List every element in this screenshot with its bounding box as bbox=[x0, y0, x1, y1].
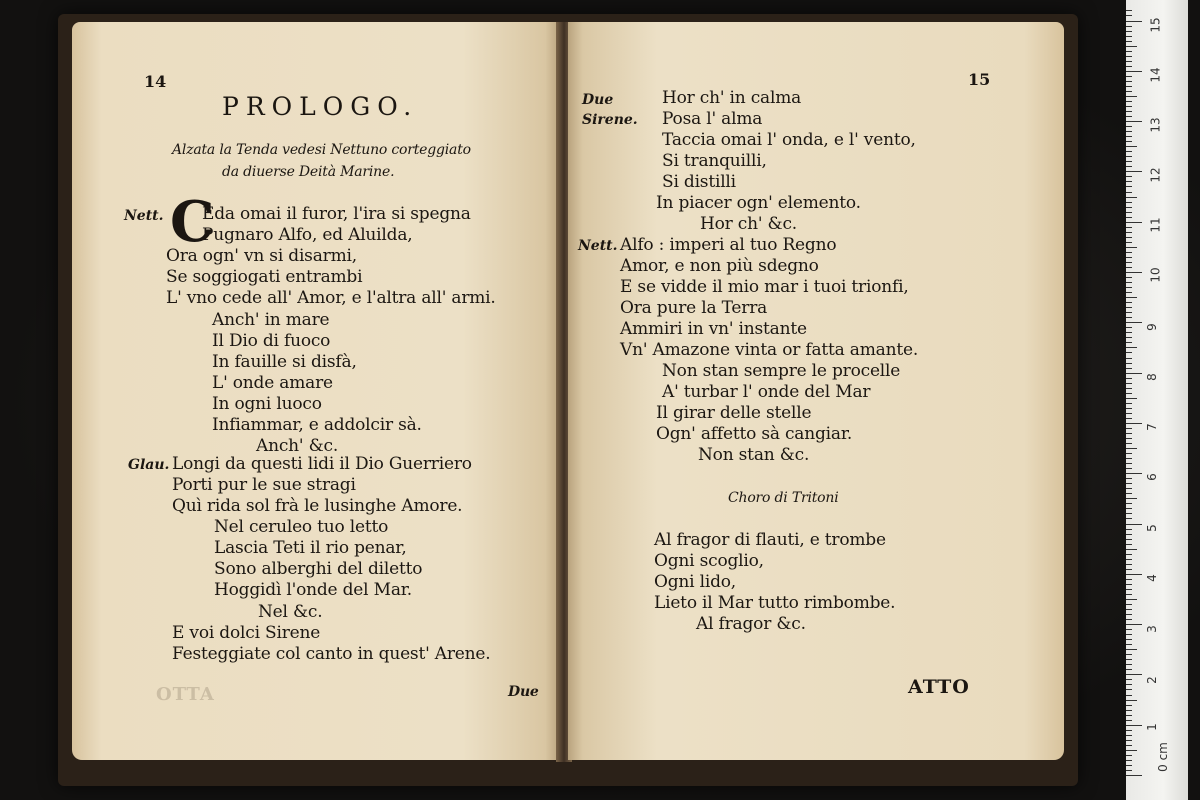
ruler-tick bbox=[1126, 46, 1137, 47]
ruler-tick bbox=[1126, 453, 1132, 454]
ruler-tick bbox=[1126, 317, 1132, 318]
speaker-label: Nett. bbox=[124, 208, 164, 224]
verse-line: Festeggiate col canto in quest' Arene. bbox=[172, 644, 491, 664]
ruler-tick bbox=[1126, 166, 1132, 167]
chorus-line: Al fragor &c. bbox=[696, 614, 806, 634]
ruler-tick bbox=[1126, 96, 1137, 97]
ruler-tick bbox=[1126, 524, 1142, 525]
verse-line: Si distilli bbox=[662, 172, 736, 192]
ruler-tick bbox=[1126, 287, 1132, 288]
ruler-tick bbox=[1126, 745, 1132, 746]
ruler-tick bbox=[1126, 770, 1132, 771]
ruler-tick bbox=[1126, 448, 1137, 449]
verse-line: Se soggiogati entrambi bbox=[166, 267, 363, 287]
verse-line: Porti pur le sue stragi bbox=[172, 475, 356, 495]
ruler-tick bbox=[1126, 56, 1132, 57]
ruler-tick bbox=[1126, 503, 1132, 504]
ruler-label: 0 cm bbox=[1155, 742, 1170, 772]
ruler-tick bbox=[1126, 684, 1132, 685]
ruler-label: 13 bbox=[1148, 117, 1163, 133]
verse-line: Ammiri in vn' instante bbox=[620, 319, 807, 339]
verse-line: Hor ch' &c. bbox=[700, 214, 797, 234]
ruler-tick bbox=[1126, 513, 1132, 514]
ruler-tick bbox=[1126, 710, 1132, 711]
ruler-tick bbox=[1126, 554, 1132, 555]
ruler-tick bbox=[1126, 624, 1142, 625]
verse-line: Longi da questi lidi il Dio Guerriero bbox=[172, 454, 472, 474]
speaker-label: Glau. bbox=[128, 457, 170, 473]
ruler-tick bbox=[1126, 599, 1137, 600]
ruler-tick bbox=[1126, 735, 1132, 736]
page-number: 14 bbox=[144, 72, 167, 91]
ruler-tick bbox=[1126, 26, 1132, 27]
ruler-tick bbox=[1126, 71, 1142, 72]
ruler-tick bbox=[1126, 418, 1132, 419]
ruler-tick bbox=[1126, 659, 1132, 660]
ruler-tick bbox=[1126, 232, 1132, 233]
ruler-label: 15 bbox=[1148, 17, 1163, 33]
ruler-tick bbox=[1126, 383, 1132, 384]
ruler-tick bbox=[1126, 564, 1132, 565]
verse-line: Il girar delle stelle bbox=[656, 403, 812, 423]
verse-line: Posa l' alma bbox=[662, 109, 763, 129]
ruler-tick bbox=[1126, 614, 1132, 615]
ruler-tick bbox=[1126, 574, 1142, 575]
ruler-tick bbox=[1126, 181, 1132, 182]
ruler-label: 10 bbox=[1148, 267, 1163, 283]
ruler-tick bbox=[1126, 192, 1132, 193]
verse-line: Ogn' affetto sà cangiar. bbox=[656, 424, 853, 444]
ruler-tick bbox=[1126, 31, 1132, 32]
speaker-label: Due bbox=[582, 92, 614, 108]
ruler-tick bbox=[1126, 534, 1132, 535]
ruler-tick bbox=[1126, 186, 1132, 187]
verse-line: In ogni luoco bbox=[212, 394, 322, 414]
ruler-tick bbox=[1126, 156, 1132, 157]
ruler-tick bbox=[1126, 10, 1132, 11]
page-title: PROLOGO. bbox=[222, 92, 419, 121]
ruler-tick bbox=[1126, 91, 1132, 92]
ruler-tick bbox=[1126, 41, 1132, 42]
ruler-tick bbox=[1126, 408, 1132, 409]
ruler-tick bbox=[1126, 237, 1132, 238]
ruler-tick bbox=[1126, 775, 1142, 776]
ruler-tick bbox=[1126, 282, 1132, 283]
page-number: 15 bbox=[968, 70, 991, 89]
ruler-tick bbox=[1126, 689, 1132, 690]
ruler-tick bbox=[1126, 589, 1132, 590]
verse-line: Non stan sempre le procelle bbox=[662, 361, 901, 381]
ruler-tick bbox=[1126, 76, 1132, 77]
verse-line: Quì rida sol frà le lusinghe Amore. bbox=[172, 496, 463, 516]
ruler-tick bbox=[1126, 468, 1132, 469]
chorus-heading: Choro di Tritoni bbox=[728, 490, 839, 506]
ruler-tick bbox=[1126, 358, 1132, 359]
ruler-tick bbox=[1126, 212, 1132, 213]
ruler-tick bbox=[1126, 664, 1132, 665]
drop-cap: C bbox=[170, 189, 215, 255]
verse-line: Anch' &c. bbox=[256, 436, 339, 456]
chorus-line: Ogni scoglio, bbox=[654, 551, 764, 571]
verse-line: In fauille si disfà, bbox=[212, 352, 357, 372]
ruler-tick bbox=[1126, 488, 1132, 489]
ruler-tick bbox=[1126, 197, 1137, 198]
ruler-tick bbox=[1126, 81, 1132, 82]
ruler-tick bbox=[1126, 760, 1132, 761]
ruler-label: 11 bbox=[1148, 217, 1163, 233]
ruler-tick bbox=[1126, 438, 1132, 439]
verse-line: Alfo : imperi al tuo Regno bbox=[620, 235, 837, 255]
show-through-text: OTTA bbox=[156, 684, 215, 705]
chorus-line: Al fragor di flauti, e trombe bbox=[654, 530, 886, 550]
ruler-tick bbox=[1126, 111, 1132, 112]
ruler-tick bbox=[1126, 700, 1137, 701]
ruler-tick bbox=[1126, 307, 1132, 308]
ruler-tick bbox=[1126, 347, 1137, 348]
ruler-tick bbox=[1126, 705, 1132, 706]
ruler-tick bbox=[1126, 86, 1132, 87]
ruler-tick bbox=[1126, 342, 1132, 343]
ruler-tick bbox=[1126, 146, 1137, 147]
ruler-tick bbox=[1126, 272, 1142, 273]
ruler-tick bbox=[1126, 755, 1132, 756]
ruler-tick bbox=[1126, 584, 1132, 585]
ruler-tick bbox=[1126, 619, 1132, 620]
ruler-tick bbox=[1126, 403, 1132, 404]
ruler-label: 14 bbox=[1148, 67, 1163, 83]
ruler-tick bbox=[1126, 176, 1132, 177]
ruler-tick bbox=[1126, 428, 1132, 429]
ruler-tick bbox=[1126, 483, 1132, 484]
ruler-tick bbox=[1126, 765, 1132, 766]
ruler-tick bbox=[1126, 207, 1132, 208]
ruler-tick bbox=[1126, 594, 1132, 595]
ruler-label: 2 bbox=[1144, 676, 1159, 684]
verse-line: Hoggidì l'onde del Mar. bbox=[214, 580, 413, 600]
verse-line: Amor, e non più sdegno bbox=[620, 256, 819, 276]
verse-line: L' vno cede all' Amor, e l'altra all' armi. bbox=[166, 288, 496, 308]
ruler-tick bbox=[1126, 247, 1137, 248]
verse-line: Lascia Teti il rio penar, bbox=[214, 538, 407, 558]
ruler-tick bbox=[1126, 725, 1142, 726]
ruler-label: 3 bbox=[1144, 625, 1159, 633]
ruler-tick bbox=[1126, 518, 1132, 519]
ruler-tick bbox=[1126, 267, 1132, 268]
verse-line: Si tranquilli, bbox=[662, 151, 767, 171]
ruler-tick bbox=[1126, 639, 1132, 640]
ruler-tick bbox=[1126, 332, 1132, 333]
ruler-tick bbox=[1126, 604, 1132, 605]
ruler-tick bbox=[1126, 106, 1132, 107]
ruler-tick bbox=[1126, 644, 1132, 645]
chorus-line: Ogni lido, bbox=[654, 572, 737, 592]
chorus-line: Lieto il Mar tutto rimbombe. bbox=[654, 593, 896, 613]
ruler-tick bbox=[1126, 21, 1142, 22]
ruler-tick bbox=[1126, 649, 1137, 650]
verse-line: Non stan &c. bbox=[698, 445, 810, 465]
ruler-tick bbox=[1126, 217, 1132, 218]
verse-line: Infiammar, e addolcir sà. bbox=[212, 415, 422, 435]
ruler-tick bbox=[1126, 674, 1142, 675]
ruler-tick bbox=[1126, 629, 1132, 630]
ruler-tick bbox=[1126, 61, 1132, 62]
verse-line: Vn' Amazone vinta or fatta amante. bbox=[620, 340, 919, 360]
ruler-tick bbox=[1126, 151, 1132, 152]
verse-line: Anch' in mare bbox=[212, 310, 330, 330]
ruler-tick bbox=[1126, 559, 1132, 560]
ruler-tick bbox=[1126, 458, 1132, 459]
ruler-tick bbox=[1126, 312, 1132, 313]
ruler-tick bbox=[1126, 327, 1132, 328]
ruler-tick bbox=[1126, 579, 1132, 580]
ruler-tick bbox=[1126, 337, 1132, 338]
ruler-tick bbox=[1126, 66, 1132, 67]
right-page bbox=[568, 22, 1064, 760]
ruler-tick bbox=[1126, 262, 1132, 263]
ruler-tick bbox=[1126, 473, 1142, 474]
ruler-label: 8 bbox=[1144, 373, 1159, 381]
ruler-tick bbox=[1126, 15, 1132, 16]
ruler-tick bbox=[1126, 171, 1142, 172]
ruler-tick bbox=[1126, 669, 1132, 670]
ruler-tick bbox=[1126, 609, 1132, 610]
ruler-tick bbox=[1126, 493, 1132, 494]
ruler-tick bbox=[1126, 393, 1132, 394]
catchword: Due bbox=[508, 684, 539, 700]
ruler-tick bbox=[1126, 498, 1137, 499]
ruler-tick bbox=[1126, 750, 1137, 751]
ruler-tick bbox=[1126, 569, 1132, 570]
ruler-tick bbox=[1126, 242, 1132, 243]
ruler-tick bbox=[1126, 634, 1132, 635]
catchword: ATTO bbox=[908, 676, 970, 698]
ruler-tick bbox=[1126, 720, 1132, 721]
ruler-tick bbox=[1126, 257, 1132, 258]
verse-line: Eda omai il furor, l'ira si spegna bbox=[202, 204, 471, 224]
ruler-tick bbox=[1126, 715, 1132, 716]
ruler-tick bbox=[1126, 141, 1132, 142]
ruler-tick bbox=[1126, 252, 1132, 253]
left-page bbox=[72, 22, 560, 760]
verse-line: A' turbar l' onde del Mar bbox=[662, 382, 871, 402]
ruler-label: 9 bbox=[1144, 323, 1159, 331]
ruler-tick bbox=[1126, 679, 1132, 680]
ruler-label: 7 bbox=[1144, 423, 1159, 431]
ruler-tick bbox=[1126, 126, 1132, 127]
measurement-ruler bbox=[1126, 0, 1188, 800]
stage-direction-line: Alzata la Tenda vedesi Nettuno corteggiato bbox=[172, 142, 471, 158]
ruler-label: 6 bbox=[1144, 473, 1159, 481]
verse-line: Nel ceruleo tuo letto bbox=[214, 517, 389, 537]
ruler-tick bbox=[1126, 730, 1132, 731]
verse-line: Pugnaro Alfo, ed Aluilda, bbox=[202, 225, 413, 245]
ruler-tick bbox=[1126, 297, 1137, 298]
ruler-tick bbox=[1126, 227, 1132, 228]
verse-line: Sono alberghi del diletto bbox=[214, 559, 423, 579]
speaker-label: Sirene. bbox=[582, 112, 638, 128]
ruler-tick bbox=[1126, 463, 1132, 464]
verse-line: In piacer ogn' elemento. bbox=[656, 193, 861, 213]
ruler-tick bbox=[1126, 131, 1132, 132]
ruler-tick bbox=[1126, 136, 1132, 137]
ruler-tick bbox=[1126, 121, 1142, 122]
ruler-tick bbox=[1126, 508, 1132, 509]
ruler-tick bbox=[1126, 443, 1132, 444]
ruler-tick bbox=[1126, 544, 1132, 545]
verse-line: L' onde amare bbox=[212, 373, 333, 393]
ruler-tick bbox=[1126, 36, 1132, 37]
verse-line: Ora ogn' vn si disarmi, bbox=[166, 246, 357, 266]
ruler-label: 5 bbox=[1144, 524, 1159, 532]
ruler-tick bbox=[1126, 352, 1132, 353]
verse-line: E voi dolci Sirene bbox=[172, 623, 321, 643]
ruler-tick bbox=[1126, 368, 1132, 369]
ruler-tick bbox=[1126, 423, 1142, 424]
speaker-label: Nett. bbox=[578, 238, 618, 254]
ruler-tick bbox=[1126, 695, 1132, 696]
ruler-tick bbox=[1126, 202, 1132, 203]
ruler-tick bbox=[1126, 161, 1132, 162]
ruler-label: 12 bbox=[1148, 167, 1163, 183]
ruler-tick bbox=[1126, 363, 1132, 364]
ruler-tick bbox=[1126, 398, 1137, 399]
verse-line: Il Dio di fuoco bbox=[212, 331, 331, 351]
ruler-tick bbox=[1126, 277, 1132, 278]
ruler-tick bbox=[1126, 478, 1132, 479]
ruler-tick bbox=[1126, 413, 1132, 414]
verse-line: Hor ch' in calma bbox=[662, 88, 802, 108]
ruler-tick bbox=[1126, 101, 1132, 102]
verse-line: Ora pure la Terra bbox=[620, 298, 768, 318]
ruler-tick bbox=[1126, 433, 1132, 434]
ruler-tick bbox=[1126, 292, 1132, 293]
ruler-tick bbox=[1126, 302, 1132, 303]
ruler-tick bbox=[1126, 222, 1142, 223]
ruler-tick bbox=[1126, 51, 1132, 52]
ruler-tick bbox=[1126, 529, 1132, 530]
ruler-label: 1 bbox=[1144, 723, 1159, 731]
ruler-tick bbox=[1126, 322, 1142, 323]
ruler-tick bbox=[1126, 373, 1142, 374]
stage-direction-line: da diuerse Deità Marine. bbox=[222, 164, 395, 180]
ruler-tick bbox=[1126, 116, 1132, 117]
ruler-label: 4 bbox=[1144, 574, 1159, 582]
verse-line: Nel &c. bbox=[258, 602, 323, 622]
verse-line: Taccia omai l' onda, e l' vento, bbox=[662, 130, 916, 150]
ruler-tick bbox=[1126, 549, 1137, 550]
ruler-tick bbox=[1126, 654, 1132, 655]
ruler-tick bbox=[1126, 740, 1132, 741]
ruler-tick bbox=[1126, 378, 1132, 379]
verse-line: E se vidde il mio mar i tuoi trionfi, bbox=[620, 277, 909, 297]
ruler-tick bbox=[1126, 388, 1132, 389]
ruler-tick bbox=[1126, 539, 1132, 540]
